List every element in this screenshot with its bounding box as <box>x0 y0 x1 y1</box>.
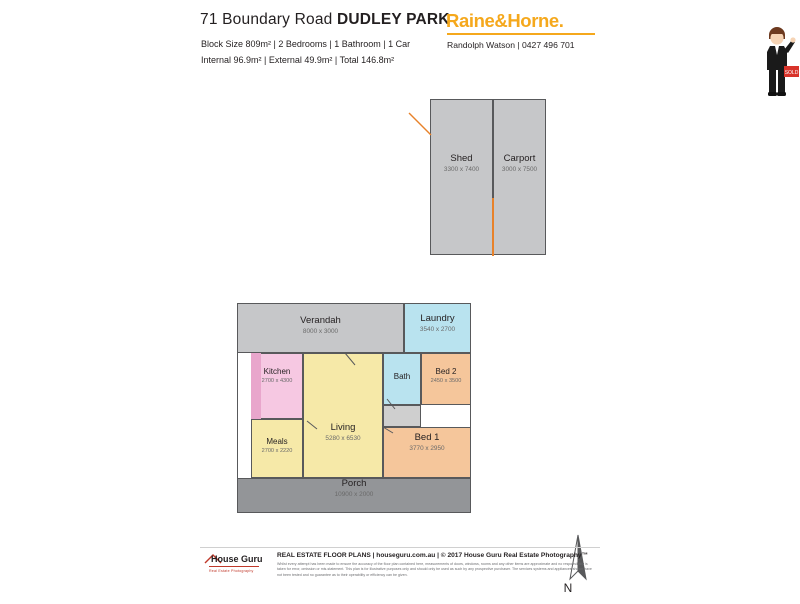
room-label-bath: Bath <box>393 372 411 381</box>
room-label-living: Living 5280 x 6530 <box>325 422 361 442</box>
address-suburb: DUDLEY PARK <box>336 11 450 28</box>
footer-divider <box>200 547 600 548</box>
compass-north-label: N <box>563 581 573 595</box>
footer-title: REAL ESTATE FLOOR PLANS | houseguru.com.au | © 2017 House Guru Real Estate Photography™ <box>277 552 589 559</box>
house-guru-logo-bar <box>209 566 259 567</box>
house-guru-logo-sub: Real Estate Photography <box>209 569 254 573</box>
house-guru-logo-name: House Guru <box>211 554 263 564</box>
address-street: 71 Boundary Road <box>200 11 337 28</box>
room-label-bed1: Bed 1 3770 x 2950 <box>409 432 445 452</box>
property-specs-line-2: Internal 96.9m² | External 49.9m² | Total 146.8m² <box>201 55 395 65</box>
shed-carport-outline <box>430 99 546 255</box>
house-guru-logo <box>201 552 267 582</box>
page-title <box>200 11 450 29</box>
room-label-verandah: Verandah 8000 x 3000 <box>300 315 341 335</box>
header <box>0 0 800 78</box>
agent-contact: Randolph Watson | 0427 496 701 <box>447 40 575 50</box>
room-label-meals: Meals 2700 x 2220 <box>261 437 293 454</box>
carport-opening-marker <box>492 198 494 256</box>
room-label-bed2: Bed 2 2450 x 3500 <box>430 367 462 384</box>
room-label-shed: Shed 3300 x 7400 <box>443 153 480 173</box>
room-label-kitchen: Kitchen 2700 x 4300 <box>261 367 293 384</box>
room-label-porch: Porch 10900 x 2000 <box>334 478 374 498</box>
footer <box>0 538 800 600</box>
room-label-laundry: Laundry 3540 x 2700 <box>419 313 456 333</box>
property-specs-line-1: Block Size 809m² | 2 Bedrooms | 1 Bathroom | 1 Car <box>201 39 411 49</box>
footer-disclaimer: Whilst every attempt has been made to ensure the accuracy of the floor plan contained here, measurements of doors, windows, rooms and any other items are approximate and no responsibility is taken for error, omission or mis-statement. This plan is for illustrative purposes only and should only be used as such by any prospective purchaser. The services systems and appliances shown have not been tested and no guarantee as to their operability or efficiency can be given. <box>277 562 592 577</box>
agency-logo-text: Raine&Horne. <box>446 10 564 31</box>
shed-door-swing-icon <box>407 111 437 141</box>
svg-text:SOLD: SOLD <box>784 70 799 76</box>
room-label-carport: Carport 3000 x 7500 <box>501 153 538 173</box>
agency-logo-rule <box>447 33 595 35</box>
